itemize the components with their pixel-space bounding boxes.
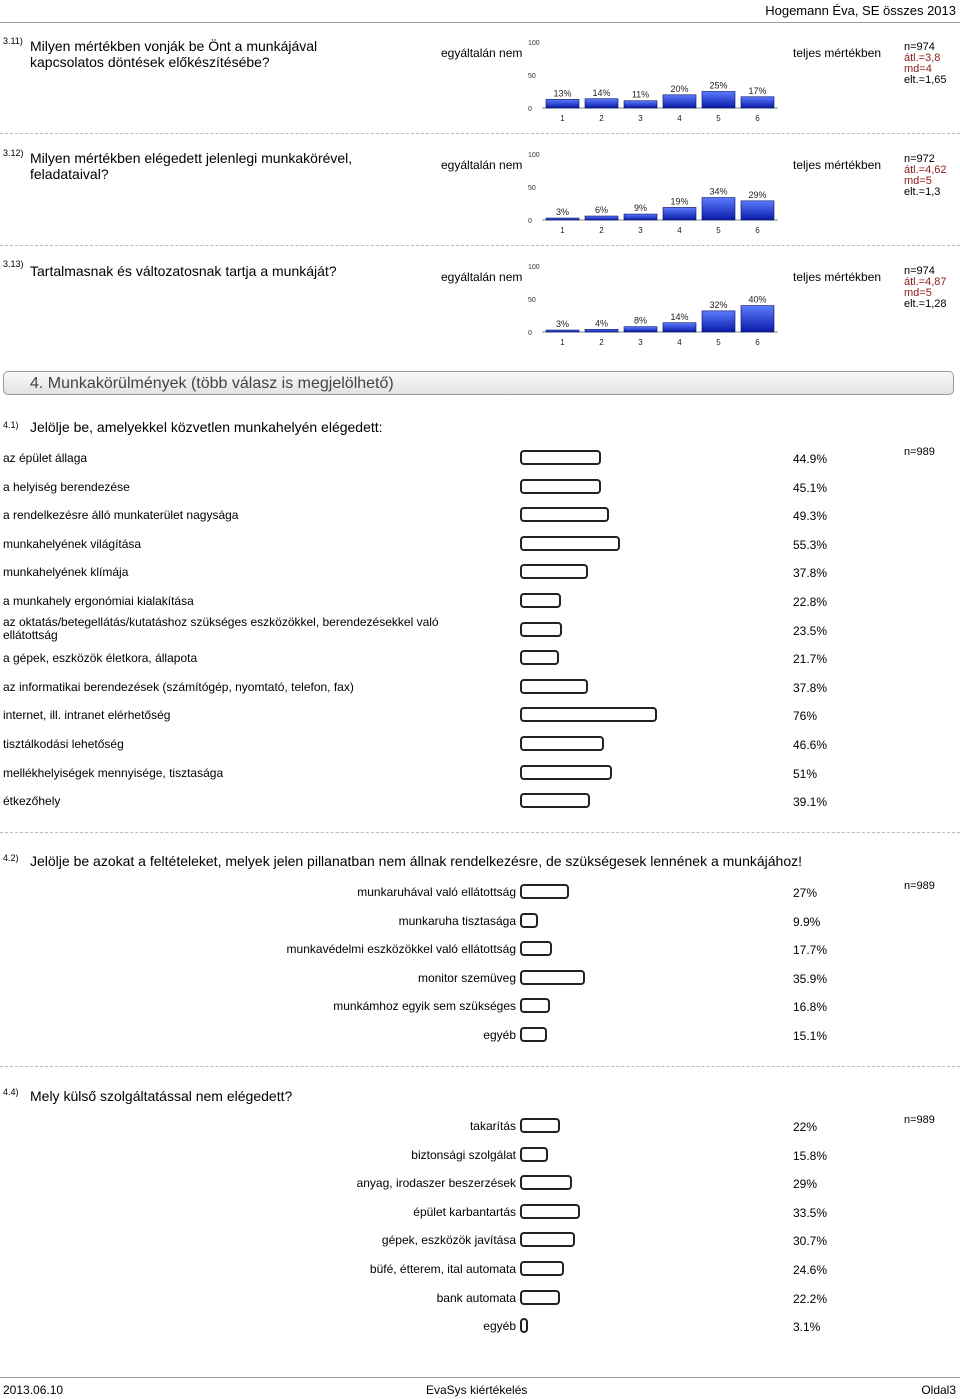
bar-value-label: 8% (633, 315, 648, 326)
chart-bar (624, 327, 657, 332)
separator (0, 133, 960, 134)
footer-page: Oldal3 (921, 1383, 956, 1397)
x-tick-label: 3 (638, 114, 643, 123)
chart-bar (702, 311, 735, 332)
percentage-bar (520, 941, 552, 956)
y-tick-label: 100 (528, 40, 540, 47)
chart-bar (585, 99, 618, 108)
chart-bar (624, 214, 657, 220)
item-label: munkaruhával való ellátottság (357, 885, 516, 899)
item-label: a helyiség berendezése (3, 479, 130, 494)
item-label: gépek, eszközök javítása (381, 1233, 516, 1248)
stat-mean: átl.=4,87 (904, 276, 947, 288)
item-label: munkaruha tisztasága (398, 913, 516, 928)
percentage-bar (520, 1147, 548, 1162)
header-rule (0, 22, 960, 23)
percentage-value: 3.1% (793, 1320, 821, 1335)
percentage-bar (520, 1175, 572, 1190)
percentage-value: 16.8% (793, 1000, 828, 1015)
x-tick-label: 4 (677, 338, 682, 347)
scale-left-label: egyáltalán nem (441, 270, 523, 284)
percentage-bar (520, 970, 585, 985)
bar-value-label: 25% (709, 80, 728, 91)
stat-deviation: elt.=1,3 (904, 186, 941, 198)
chart-bar (741, 97, 774, 108)
rating-chart-3-12 (528, 148, 778, 238)
percentage-bar (520, 564, 588, 579)
bar-value-label: 14% (592, 87, 611, 98)
percentage-value: 45.1% (793, 480, 828, 495)
scale-right-label: teljes mértékben (793, 158, 882, 172)
chart-bar (663, 95, 696, 108)
chart-bar (663, 207, 696, 220)
stat-n: n=972 (904, 153, 935, 165)
percentage-bar (520, 507, 609, 522)
percentage-bar (520, 998, 550, 1013)
percentage-value: 49.3% (793, 509, 828, 524)
percentage-value: 22% (793, 1120, 818, 1134)
question-number: 4.4) (3, 1087, 19, 1097)
percentage-value: 15.1% (793, 1029, 828, 1043)
chart-bar (546, 218, 579, 220)
y-tick-label: 0 (528, 330, 532, 337)
percentage-bar (520, 1232, 575, 1247)
x-tick-label: 1 (560, 226, 565, 235)
sample-size: n=989 (904, 1114, 935, 1126)
question-text: Milyen mértékben elégedett jelenlegi munkakörével, feladataival? (30, 150, 353, 182)
stat-deviation: elt.=1,65 (904, 74, 947, 86)
x-tick-label: 2 (599, 114, 604, 123)
item-label: anyag, irodaszer beszerzések (356, 1176, 516, 1191)
footer-center: EvaSys kiértékelés (426, 1383, 528, 1397)
separator (0, 245, 960, 246)
percentage-value: 21.7% (793, 652, 828, 667)
chart-bar (702, 92, 735, 109)
percentage-bar (520, 450, 601, 465)
percentage-value: 55.3% (793, 537, 828, 552)
question-text: Jelölje be azokat a feltételeket, melyek jelen pillanatban nem állnak rendelkezésre, de szükségesek lennének a munkájához! (30, 853, 803, 869)
percentage-bar (520, 479, 601, 494)
percentage-value: 39.1% (793, 795, 828, 810)
question-number: 4.2) (3, 853, 19, 863)
scale-right-label: teljes mértékben (793, 46, 882, 60)
bar-value-label: 32% (709, 299, 728, 310)
percentage-value: 22.2% (793, 1291, 828, 1306)
x-tick-label: 1 (560, 114, 565, 123)
percentage-value: 27% (793, 886, 818, 900)
question-number: 4.1) (3, 420, 19, 430)
scale-left-label: egyáltalán nem (441, 158, 523, 172)
stats-block (904, 42, 947, 86)
percentage-bar (520, 1318, 528, 1333)
percentage-value: 35.9% (793, 971, 828, 986)
stats-block (904, 154, 947, 198)
question-number: 3.13) (3, 259, 24, 269)
bar-value-label: 34% (709, 186, 728, 197)
item-label: az informatikai berendezések (számítógép, nyomtató, telefon, fax) (3, 679, 354, 694)
x-tick-label: 5 (716, 338, 721, 347)
item-label: bank automata (436, 1290, 516, 1305)
percentage-value: 76% (793, 709, 818, 724)
item-label: a gépek, eszközök életkora, állapota (3, 651, 198, 666)
chart-bar (663, 323, 696, 332)
sample-size: n=989 (904, 446, 935, 458)
percentage-value: 37.8% (793, 680, 828, 695)
x-tick-label: 5 (716, 114, 721, 123)
item-label: a munkahely ergonómiai kialakítása (3, 594, 194, 608)
section-header: 4. Munkakörülmények (több válasz is megjelölhető) (3, 371, 954, 395)
x-tick-label: 2 (599, 226, 604, 235)
percentage-bar (520, 1027, 547, 1042)
percentage-bar (520, 884, 569, 899)
chart-bar (585, 216, 618, 220)
percentage-value: 9.9% (793, 914, 821, 929)
x-tick-label: 4 (677, 226, 682, 235)
item-label: takarítás (469, 1119, 516, 1133)
stat-median: md=5 (904, 175, 932, 187)
chart-bar (624, 101, 657, 108)
question-number: 3.11) (3, 36, 23, 46)
question-number: 3.12) (3, 148, 24, 158)
x-tick-label: 6 (755, 114, 760, 123)
bar-value-label: 11% (631, 89, 650, 100)
item-label: a rendelkezésre álló munkaterület nagysága (3, 508, 239, 523)
question-text: Mely külső szolgáltatással nem elégedett? (30, 1088, 293, 1104)
item-label: munkahelyének világítása (3, 536, 142, 551)
percentage-bar (520, 1118, 560, 1133)
percentage-bar (520, 765, 612, 780)
item-label: munkavédelmi eszközökkel való ellátottság (286, 942, 516, 957)
percentage-bar (520, 679, 588, 694)
x-tick-label: 6 (755, 338, 760, 347)
report-header-title: Hogemann Éva, SE összes 2013 (765, 3, 956, 18)
stats-block (904, 266, 947, 310)
item-label: egyéb (483, 1028, 516, 1042)
item-label: munkámhoz egyik sem szükséges (333, 999, 516, 1014)
y-tick-label: 0 (528, 218, 532, 225)
percentage-value: 33.5% (793, 1205, 828, 1220)
item-label: étkezőhely (3, 794, 61, 809)
chart-bar (741, 201, 774, 220)
stat-median: md=5 (904, 287, 932, 299)
bar-value-label: 9% (633, 203, 648, 214)
stat-n: n=974 (904, 265, 935, 277)
stat-deviation: elt.=1,28 (904, 298, 947, 310)
chart-bar (585, 329, 618, 332)
bar-value-label: 20% (670, 83, 689, 94)
x-tick-label: 3 (638, 338, 643, 347)
percentage-value: 17.7% (793, 943, 828, 958)
percentage-bar (520, 707, 657, 722)
bar-value-label: 3% (555, 319, 570, 330)
percentage-value: 30.7% (793, 1234, 828, 1249)
x-tick-label: 6 (755, 226, 760, 235)
footer-rule (0, 1377, 960, 1378)
scale-left-label: egyáltalán nem (441, 46, 523, 60)
x-tick-label: 1 (560, 338, 565, 347)
item-label: biztonsági szolgálat (411, 1147, 516, 1162)
separator (0, 832, 960, 833)
scale-right-label: teljes mértékben (793, 270, 882, 284)
percentage-bar (520, 793, 590, 808)
item-label: tisztálkodási lehetőség (3, 737, 124, 751)
percentage-bar (520, 736, 604, 751)
percentage-bar (520, 1261, 564, 1276)
chart-bar (546, 330, 579, 332)
item-label: munkahelyének klímája (3, 565, 129, 580)
percentage-value: 37.8% (793, 566, 828, 581)
item-label: mellékhelyiségek mennyisége, tisztasága (3, 765, 224, 780)
item-label: internet, ill. intranet elérhetőség (3, 708, 171, 723)
y-tick-label: 0 (528, 106, 532, 113)
item-label: egyéb (483, 1319, 516, 1334)
percentage-value: 15.8% (793, 1148, 828, 1163)
item-label: az épület állaga (3, 451, 88, 465)
bar-value-label: 3% (555, 207, 570, 218)
stat-n: n=974 (904, 41, 935, 53)
percentage-value: 29% (793, 1177, 818, 1192)
question-text: Jelölje be, amelyekkel közvetlen munkahelyén elégedett: (30, 419, 383, 435)
x-tick-label: 2 (599, 338, 604, 347)
bar-value-label: 40% (748, 294, 767, 305)
separator (0, 1066, 960, 1067)
stat-mean: átl.=3,8 (904, 52, 941, 64)
percentage-bar (520, 622, 562, 637)
percentage-bar (520, 650, 559, 665)
stat-mean: átl.=4,62 (904, 164, 947, 176)
percentage-bar (520, 536, 620, 551)
x-tick-label: 4 (677, 114, 682, 123)
percentage-bar (520, 1204, 580, 1219)
item-label: monitor szemüveg (417, 970, 516, 985)
percentage-value: 46.6% (793, 738, 828, 752)
bar-value-label: 19% (670, 196, 689, 207)
percentage-bar (520, 593, 561, 608)
y-tick-label: 50 (528, 73, 536, 80)
chart-bar (741, 306, 774, 332)
percentage-value: 44.9% (793, 452, 828, 466)
chart-bar (702, 198, 735, 220)
x-tick-label: 3 (638, 226, 643, 235)
percentage-value: 24.6% (793, 1263, 828, 1277)
bar-value-label: 4% (594, 318, 609, 329)
x-tick-label: 5 (716, 226, 721, 235)
bar-value-label: 13% (553, 88, 572, 99)
y-tick-label: 100 (528, 264, 540, 271)
question-text: Milyen mértékben vonják be Önt a munkájával kapcsolatos döntések előkészítésébe? (30, 38, 318, 70)
item-label: az oktatás/betegellátás/kutatáshoz szükséges eszközökkel, berendezésekkel való ellátottság (3, 614, 439, 642)
question-text: Tartalmasnak és változatosnak tartja a munkáját? (30, 263, 337, 279)
chart-bar (546, 99, 579, 108)
rating-chart-3-11 (528, 36, 778, 126)
percentage-value: 51% (793, 766, 818, 781)
bar-value-label: 29% (748, 189, 767, 200)
item-label: büfé, étterem, ital automata (369, 1262, 516, 1276)
bar-value-label: 14% (670, 311, 689, 322)
stat-median: md=4 (904, 63, 932, 75)
footer-date: 2013.06.10 (3, 1383, 64, 1397)
y-tick-label: 50 (528, 185, 536, 192)
bar-value-label: 17% (748, 85, 767, 96)
item-label: épület karbantartás (413, 1204, 516, 1219)
percentage-bar (520, 1290, 560, 1305)
y-tick-label: 50 (528, 297, 536, 304)
sample-size: n=989 (904, 880, 935, 892)
y-tick-label: 100 (528, 152, 540, 159)
bar-value-label: 6% (594, 205, 609, 216)
percentage-value: 23.5% (793, 623, 828, 638)
percentage-value: 22.8% (793, 595, 828, 609)
rating-chart-3-13 (528, 260, 778, 350)
percentage-bar (520, 913, 538, 928)
